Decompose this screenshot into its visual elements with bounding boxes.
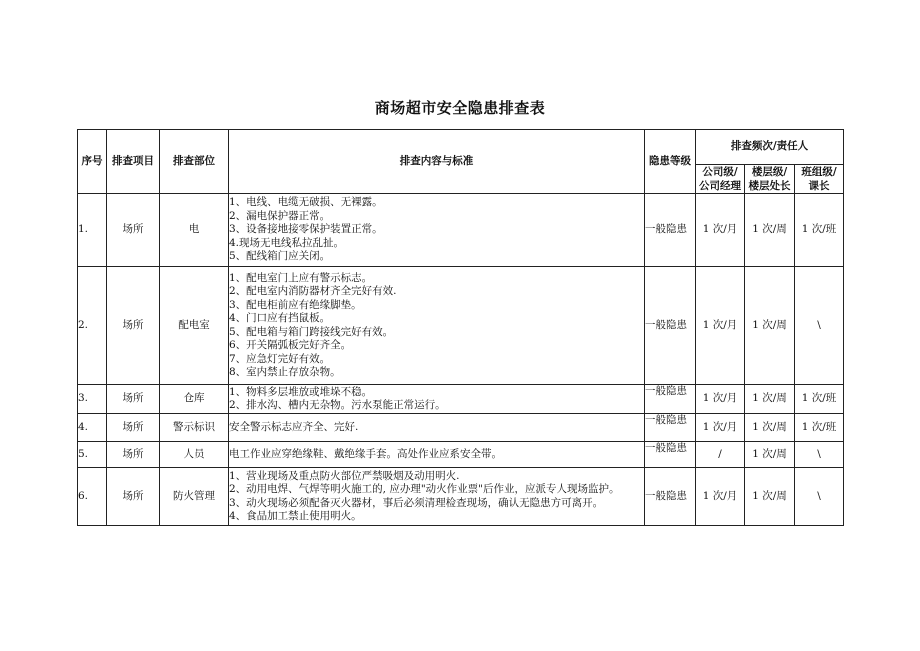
row-dept: 人员 <box>160 442 229 468</box>
content-line: 2、动用电焊、气焊等明火施工的, 应办理"动火作业票"后作业，应派专人现场监护。 <box>229 483 620 495</box>
content-line: 4、食品加工禁止使用明火。 <box>229 510 362 522</box>
content-line: 安全警示标志应齐全、完好. <box>229 420 359 433</box>
row-floor-freq: 1 次/周 <box>745 442 795 468</box>
header-company <box>696 165 745 194</box>
header-team <box>795 165 844 194</box>
row-dept: 警示标识 <box>160 414 229 442</box>
row-floor-freq: 1 次/周 <box>745 267 795 385</box>
row-floor-freq: 1 次/周 <box>745 194 795 267</box>
content-line: 6、开关隔弧板完好齐全。 <box>229 339 352 351</box>
row-floor-freq: 1 次/周 <box>745 468 795 526</box>
row-floor-freq: 1 次/周 <box>745 385 795 414</box>
row-team-freq: \ <box>795 468 844 526</box>
row-dept: 配电室 <box>160 267 229 385</box>
table-row <box>78 267 844 385</box>
row-level: 一般隐患 <box>645 267 696 385</box>
table-row <box>78 414 844 442</box>
header-level: 隐患等级 <box>645 130 696 194</box>
row-item: 场所 <box>107 414 160 442</box>
row-company-freq: 1 次/月 <box>696 385 745 414</box>
header-team-line2: 课长 <box>808 180 830 192</box>
table-row <box>78 194 844 267</box>
header-item: 排查项目 <box>107 130 160 194</box>
row-floor-freq: 1 次/周 <box>745 414 795 442</box>
row-team-freq: \ <box>795 442 844 468</box>
row-team-freq: 1 次/班 <box>795 194 844 267</box>
content-line: 1、电线、电缆无破损、无裸露。 <box>229 196 383 209</box>
row-dept: 电 <box>160 194 229 267</box>
row-team-freq: \ <box>795 267 844 385</box>
row-company-freq: 1 次/月 <box>696 194 745 267</box>
row-item: 场所 <box>107 442 160 468</box>
header-dept: 排查部位 <box>160 130 229 194</box>
row-company-freq: 1 次/月 <box>696 414 745 442</box>
content-line: 3、动火现场必须配备灭火器材，事后必须清理检查现场，确认无隐患方可离开。 <box>229 496 604 509</box>
row-content <box>229 414 645 442</box>
row-seq: 2. <box>78 267 107 385</box>
page-title: 商场超市安全隐患排查表 <box>374 99 546 117</box>
row-seq: 5. <box>78 442 107 468</box>
row-level: 一般隐患 <box>645 468 696 526</box>
header-company-line2: 公司经理 <box>699 180 741 192</box>
row-item: 场所 <box>107 267 160 385</box>
content-line: 4.现场无电线私拉乱扯。 <box>229 236 345 249</box>
row-content <box>229 194 645 267</box>
row-level: 一般隐患 <box>645 414 696 442</box>
header-team-line1: 班组级/ <box>801 166 837 178</box>
row-company-freq: / <box>696 442 745 468</box>
content-line: 2、配电室内消防器材齐全完好有效. <box>229 285 397 297</box>
content-line: 7、应急灯完好有效。 <box>229 352 331 365</box>
content-line: 2、排水沟、槽内无杂物。污水泵能正常运行。 <box>229 399 446 411</box>
content-line: 8、室内禁止存放杂物。 <box>229 366 341 378</box>
row-team-freq: 1 次/班 <box>795 385 844 414</box>
row-item: 场所 <box>107 194 160 267</box>
row-dept: 防火管理 <box>160 468 229 526</box>
content-line: 1、配电室门上应有警示标志。 <box>229 271 373 284</box>
row-content <box>229 267 645 385</box>
content-line: 电工作业应穿绝缘鞋、戴绝缘手套。高处作业应系安全带。 <box>229 447 502 460</box>
content-line: 5、配电箱与箱门跨接线完好有效。 <box>229 325 394 338</box>
row-content <box>229 442 645 468</box>
content-line: 4、门口应有挡鼠板。 <box>229 312 331 324</box>
row-company-freq: 1 次/月 <box>696 468 745 526</box>
content-line: 1、物料多层堆放或堆垛不稳。 <box>229 385 373 398</box>
table-row <box>78 468 844 526</box>
header-floor-line1: 楼层级/ <box>751 166 788 178</box>
content-line: 1、营业现场及重点防火部位严禁吸烟及动用明火. <box>229 469 460 482</box>
row-seq: 6. <box>78 468 107 526</box>
row-level: 一般隐患 <box>645 385 696 414</box>
row-content <box>229 385 645 414</box>
row-seq: 1. <box>78 194 107 267</box>
row-dept: 仓库 <box>160 385 229 414</box>
row-level: 一般隐患 <box>645 442 696 468</box>
inspection-table <box>77 129 844 526</box>
content-line: 3、配电柜前应有绝缘脚垫。 <box>229 298 362 311</box>
header-floor-line2: 楼层处长 <box>748 180 791 192</box>
row-team-freq: 1 次/班 <box>795 414 844 442</box>
table-row <box>78 442 844 468</box>
header-floor <box>745 165 795 194</box>
header-seq: 序号 <box>78 130 107 194</box>
header-company-line1: 公司级/ <box>702 166 738 178</box>
header-content: 排查内容与标准 <box>229 130 645 194</box>
content-line: 3、设备接地接零保护装置正常。 <box>229 223 383 236</box>
table-row <box>78 385 844 414</box>
row-item: 场所 <box>107 385 160 414</box>
row-content <box>229 468 645 526</box>
header-frequency: 排查频次/责任人 <box>696 130 844 165</box>
row-seq: 4. <box>78 414 107 442</box>
row-company-freq: 1 次/月 <box>696 267 745 385</box>
content-line: 2、漏电保护器正常。 <box>229 209 331 222</box>
row-seq: 3. <box>78 385 107 414</box>
row-item: 场所 <box>107 468 160 526</box>
content-line: 5、配线箱门应关闭。 <box>229 250 331 263</box>
row-level: 一般隐患 <box>645 194 696 267</box>
